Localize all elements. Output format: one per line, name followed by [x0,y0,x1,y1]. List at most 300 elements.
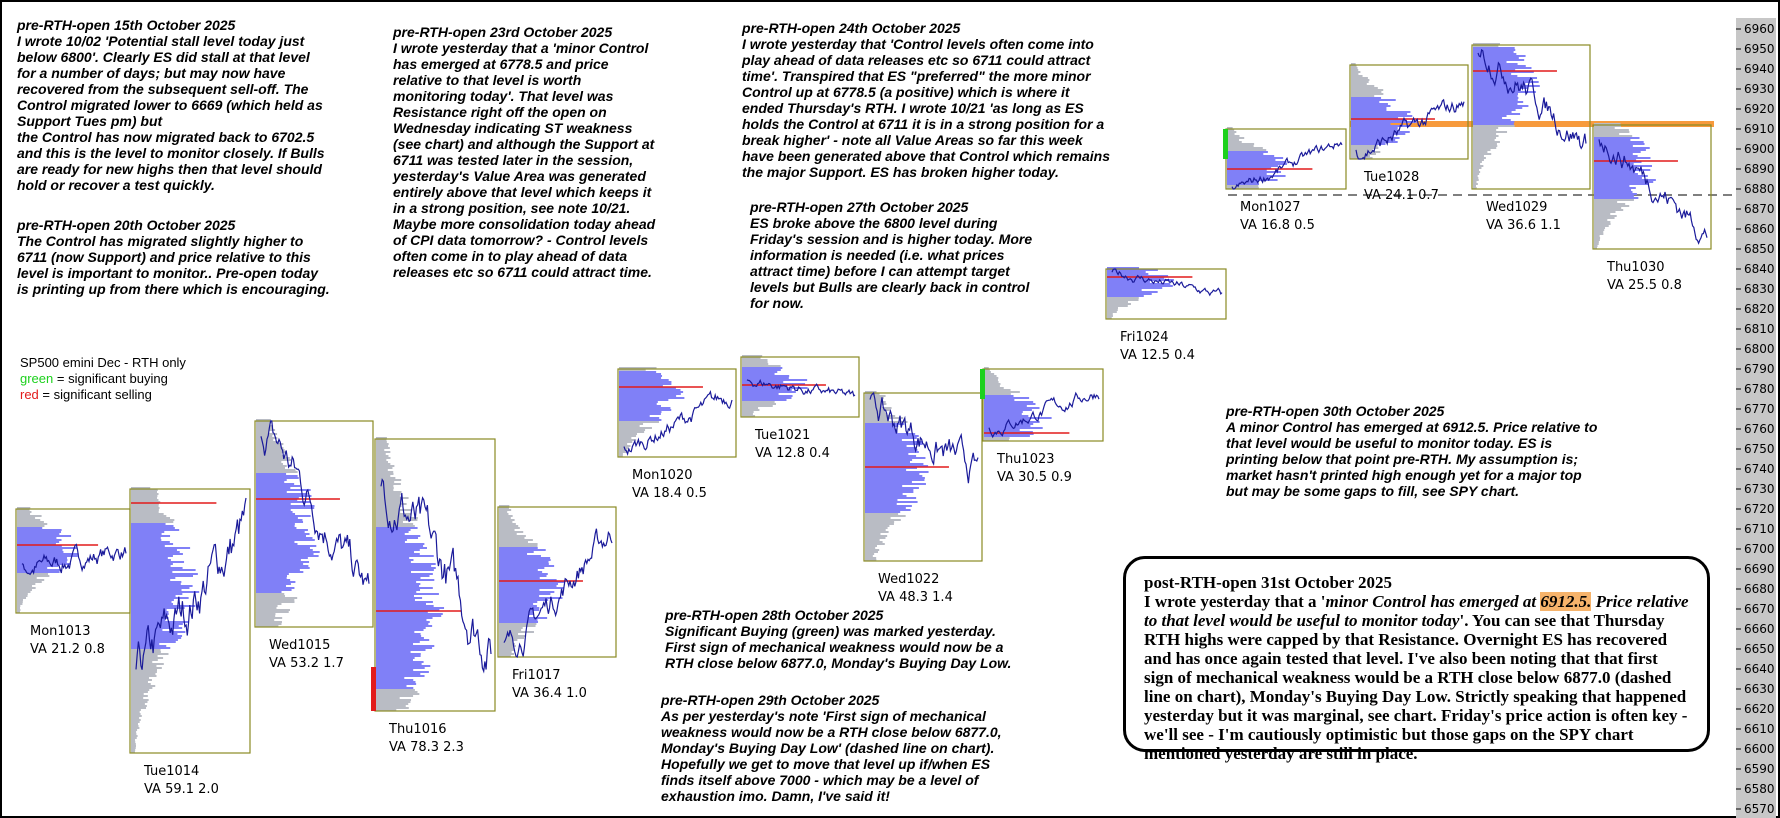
profile-bar [619,405,661,407]
profile-bar [1473,147,1496,149]
chart-legend [20,355,186,403]
profile-bar [742,379,807,381]
profile-bar [1227,149,1266,151]
profile-bar [1351,123,1391,125]
profile-bar [131,683,151,685]
profile-bar [376,599,415,601]
profile-bar [499,605,537,607]
profile-bar [984,437,1010,439]
axis-tick-label: 6780 [1744,382,1775,396]
profile-bar [1473,67,1531,69]
callout-quote-level: 6912.5. [1540,592,1592,611]
profile-bar [131,745,136,747]
session-Thu1016 [371,437,495,711]
profile-bar [1594,149,1646,151]
profile-bar [1473,59,1524,61]
profile-bar [1473,103,1517,105]
profile-bar [499,577,540,579]
profile-bar [984,401,1033,403]
profile-bar [256,609,290,611]
note-23-oct [393,24,655,280]
legend-green-rest: = significant buying [53,371,168,386]
profile-bar [256,481,284,483]
session-day-label: Tue1021 [755,428,811,443]
profile-bar [742,389,792,391]
profile-bar [1473,177,1478,179]
volume-profile [984,367,1052,441]
profile-bar [256,555,319,557]
profile-bar [256,565,308,567]
profile-bar [1594,213,1610,215]
profile-bar [376,707,409,709]
profile-bar [865,427,894,429]
profile-bar [742,405,773,407]
profile-bar [499,509,511,511]
profile-bar [865,459,912,461]
note-28-oct [665,607,1011,671]
legend-instrument: SP500 emini Dec - RTH only [20,355,186,370]
profile-bar [619,407,670,409]
profile-bar [256,519,302,521]
profile-bar [1227,179,1278,181]
profile-bar [1351,131,1410,133]
profile-bar [376,537,418,539]
profile-bar [499,603,533,605]
profile-bar [499,611,533,613]
profile-bar [376,445,388,447]
profile-bar [256,563,303,565]
session-va-label: VA 12.5 0.4 [1120,348,1195,363]
profile-bar [376,465,394,467]
profile-bar [131,585,193,587]
profile-bar [1594,225,1609,227]
profile-bar [865,447,916,449]
profile-bar [984,405,1027,407]
note-title: pre-RTH-open 24th October 2025 [742,20,961,36]
profile-bar [131,673,155,675]
profile-bar [1473,157,1486,159]
profile-bar [1473,97,1518,99]
profile-bar [131,557,168,559]
profile-bar [256,587,294,589]
callout-quote-a: minor Control has emerged at [1325,592,1541,611]
profile-bar [865,543,885,545]
profile-bar [256,525,295,527]
profile-bar [1107,307,1118,309]
note-text: I wrote yesterday that 'Control levels often come into play ahead of data releases etc so 6711 could attract time'. Transpired that ES "preferred" the more minor Control up at 6778.5 (a positive) which is where it ended Thursday's RTH. I wrote 10/21 'as long as ES holds the Control at 6711 it is in a strong position for a break higher' - note all Value Areas so far this week have been generated above that Control which remains the major Support. ES has broken higher today. [742,36,1110,180]
profile-bar [984,423,1033,425]
profile-bar [619,381,671,383]
profile-bar [376,443,389,445]
profile-bar [1351,97,1381,99]
profile-bar [865,457,925,459]
profile-bar [131,625,179,627]
profile-bar [376,567,436,569]
profile-bar [499,511,507,513]
profile-bar [376,617,433,619]
profile-bar [131,491,157,493]
profile-bar [1473,57,1519,59]
profile-bar [376,559,413,561]
profile-bar [1473,135,1499,137]
session-va-label: VA 36.6 1.1 [1486,218,1561,233]
profile-bar [1473,101,1523,103]
profile-bar [131,593,182,595]
profile-bar [131,665,156,667]
profile-bar [131,735,138,737]
profile-bar [1594,231,1603,233]
profile-bar [131,543,173,545]
profile-bar [1594,173,1638,175]
profile-bar [1473,125,1515,127]
profile-bar [131,713,141,715]
profile-bar [499,569,538,571]
profile-bar [865,455,916,457]
axis-tick-label: 6870 [1744,202,1775,216]
profile-bar [256,473,286,475]
profile-bar [1351,87,1378,89]
profile-bar [17,573,48,575]
profile-bar [865,551,878,553]
profile-bar [1107,303,1131,305]
axis-tick-label: 6650 [1744,642,1775,656]
note-title: pre-RTH-open 23rd October 2025 [393,24,613,40]
profile-bar [256,451,286,453]
profile-bar [131,587,189,589]
profile-bar [376,627,426,629]
profile-bar [256,535,306,537]
profile-bar [1227,139,1239,141]
profile-bar [1227,171,1281,173]
profile-bar [619,371,656,373]
profile-bar [1351,79,1369,81]
profile-bar [1473,115,1507,117]
profile-bar [376,565,431,567]
profile-bar [984,393,1011,395]
profile-bar [17,597,26,599]
profile-bar [499,599,548,601]
profile-bar [17,583,35,585]
profile-bar [984,435,1030,437]
profile-bar [376,581,416,583]
profile-bar [499,637,524,639]
profile-bar [131,601,172,603]
profile-bar [17,551,63,553]
profile-bar [131,731,136,733]
session-Tue1014 [130,487,250,753]
profile-bar [1351,67,1358,69]
profile-bar [256,493,308,495]
profile-bar [1473,63,1518,65]
note-title: pre-RTH-open 29th October 2025 [661,692,880,708]
profile-bar [376,549,420,551]
profile-bar [376,557,409,559]
profile-bar [499,517,511,519]
profile-bar [742,375,789,377]
profile-bar [865,487,919,489]
profile-bar [131,681,148,683]
profile-bar [256,605,278,607]
profile-bar [376,587,433,589]
profile-bar [984,391,1020,393]
profile-bar [1594,245,1598,247]
profile-bar [131,727,139,729]
profile-bar [376,673,420,675]
profile-bar [131,615,167,617]
profile-bar [376,479,401,481]
profile-bar [865,437,917,439]
profile-bar [131,689,149,691]
profile-bar [131,567,183,569]
volume-profile [1227,127,1287,189]
profile-bar [865,439,902,441]
profile-bar [1227,161,1287,163]
profile-bar [256,507,314,509]
profile-bar [1473,107,1522,109]
profile-bar [619,415,650,417]
profile-bar [865,435,919,437]
profile-bar [1473,95,1518,97]
profile-bar [376,647,432,649]
profile-bar [865,407,892,409]
volume-profile [1107,267,1174,319]
profile-bar [376,649,426,651]
profile-bar [256,505,315,507]
profile-bar [499,565,554,567]
profile-bar [131,707,146,709]
profile-bar [376,447,390,449]
profile-bar [256,559,301,561]
profile-bar [984,383,1000,385]
profile-bar [256,469,296,471]
profile-bar [499,555,541,557]
profile-bar [1594,157,1650,159]
profile-bar [131,671,157,673]
axis-tick-label: 6590 [1744,762,1775,776]
session-Fri1017 [498,505,616,657]
profile-bar [1227,163,1287,165]
profile-bar [131,549,177,551]
axis-tick-label: 6830 [1744,282,1775,296]
profile-bar [131,651,161,653]
profile-bar [865,501,918,503]
profile-bar [376,539,407,541]
axis-tick-label: 6580 [1744,782,1775,796]
axis-tick-label: 6770 [1744,402,1775,416]
profile-bar [742,407,758,409]
profile-bar [1594,195,1634,197]
axis-tick-label: 6880 [1744,182,1775,196]
profile-bar [131,545,165,547]
profile-bar [865,549,879,551]
profile-bar [1473,99,1518,101]
profile-bar [131,675,157,677]
profile-bar [742,381,783,383]
profile-bar [376,463,390,465]
profile-bar [742,373,775,375]
profile-bar [1107,273,1148,275]
profile-bar [17,525,44,527]
profile-bar [17,607,20,609]
session-day-label: Wed1015 [269,638,331,653]
profile-bar [865,481,912,483]
axis-tick-label: 6700 [1744,542,1775,556]
profile-bar [1473,151,1487,153]
profile-bar [984,425,1030,427]
profile-bar [1473,179,1479,181]
profile-bar [17,549,63,551]
profile-bar [17,605,20,607]
profile-bar [131,561,184,563]
profile-bar [984,413,1022,415]
profile-bar [865,545,877,547]
profile-bar [17,537,56,539]
profile-bar [1594,129,1629,131]
axis-tick-label: 6740 [1744,462,1775,476]
profile-bar [131,715,142,717]
profile-bar [131,705,147,707]
profile-bar [256,471,298,473]
callout-text [1144,592,1691,763]
profile-bar [742,403,776,405]
profile-bar [131,733,136,735]
profile-bar [256,577,287,579]
profile-bar [742,369,781,371]
profile-bar [865,395,886,397]
session-Wed1015 [255,419,373,627]
session-day-label: Mon1027 [1240,200,1301,215]
callout-box [1123,556,1710,763]
profile-bar [376,569,434,571]
profile-bar [1227,185,1258,187]
profile-bar [131,595,176,597]
profile-bar [619,403,657,405]
axis-tick-label: 6820 [1744,302,1775,316]
profile-bar [1594,151,1641,153]
profile-bar [256,435,272,437]
profile-bar [1107,279,1174,281]
profile-bar [984,407,1039,409]
profile-bar [1594,189,1631,191]
note-title: pre-RTH-open 30th October 2025 [1226,403,1445,419]
profile-bar [865,461,910,463]
profile-bar [256,533,310,535]
profile-bar [131,581,181,583]
profile-bar [499,533,517,535]
profile-bar [256,567,310,569]
profile-bar [984,421,1040,423]
profile-bar [376,663,422,665]
profile-bar [256,531,305,533]
profile-bar [256,449,285,451]
profile-bar [256,445,282,447]
profile-bar [17,535,71,537]
axis-tick-label: 6720 [1744,502,1775,516]
note-title: pre-RTH-open 27th October 2025 [750,199,969,215]
axis-tick-label: 6790 [1744,362,1775,376]
profile-bar [1594,207,1621,209]
profile-bar [256,603,281,605]
profile-bar [1351,95,1374,97]
profile-bar [256,427,273,429]
profile-bar [865,477,925,479]
session-va-label: VA 30.5 0.9 [997,470,1072,485]
profile-bar [984,387,1004,389]
profile-bar [131,579,170,581]
profile-bar [256,617,282,619]
profile-bar [499,515,513,517]
profile-bar [1473,163,1480,165]
profile-bar [376,703,408,705]
profile-bar [1351,113,1407,115]
profile-bar [256,465,287,467]
profile-bar [376,689,415,691]
profile-bar [256,485,300,487]
profile-bar [17,547,77,549]
volume-profile [17,507,79,613]
profile-bar [376,699,411,701]
axis-tick-label: 6630 [1744,682,1775,696]
session-va-label: VA 12.8 0.4 [755,446,830,461]
profile-bar [376,533,405,535]
profile-bar [1473,111,1512,113]
profile-bar [499,615,528,617]
profile-bar [376,621,430,623]
profile-bar [1473,153,1491,155]
profile-bar [865,539,880,541]
profile-bar [131,655,158,657]
profile-bar [131,529,179,531]
session-Wed1022 [864,391,982,561]
profile-bar [499,625,536,627]
callout-lead: I wrote yesterday that a ' [1144,592,1326,611]
profile-bar [865,503,897,505]
profile-bar [499,545,537,547]
profile-bar [1594,239,1600,241]
axis-tick-label: 6750 [1744,442,1775,456]
profile-bar [131,725,138,727]
profile-bar [376,467,392,469]
session-va-label: VA 16.8 0.5 [1240,218,1315,233]
profile-bar [376,473,394,475]
profile-bar [376,631,414,633]
profile-bar [865,547,875,549]
profile-bar [376,575,429,577]
session-Thu1023 [980,367,1103,441]
profile-bar [17,581,42,583]
profile-bar [742,363,768,365]
profile-bar [619,401,658,403]
profile-bar [17,531,61,533]
profile-bar [376,675,425,677]
profile-bar [1594,177,1642,179]
profile-bar [1594,241,1599,243]
profile-bar [131,511,159,513]
profile-bar [1107,283,1170,285]
profile-bar [256,463,283,465]
profile-bar [376,461,388,463]
profile-bar [1107,299,1139,301]
note-text: I wrote yesterday that a 'minor Control has emerged at 6778.5 and price relative to that level is worth monitoring today'. That level was Resistance right off the open on Wednesday indicating ST weakness (see chart) and although the Support at 6711 was tested later in the session, yesterday's Value Area was generated entirely above that level which keeps it in a strong position, see note 10/21. Maybe more consolidation today ahead of CPI data tomorrow? - Control levels often come in to play ahead of data releases etc so 6711 could attract time. [393,40,656,280]
profile-bar [131,729,137,731]
profile-bar [17,589,32,591]
axis-tick-label: 6600 [1744,742,1775,756]
profile-bar [376,493,401,495]
profile-bar [376,471,393,473]
axis-tick-label: 6760 [1744,422,1775,436]
profile-bar [131,743,136,745]
profile-bar [1351,71,1360,73]
